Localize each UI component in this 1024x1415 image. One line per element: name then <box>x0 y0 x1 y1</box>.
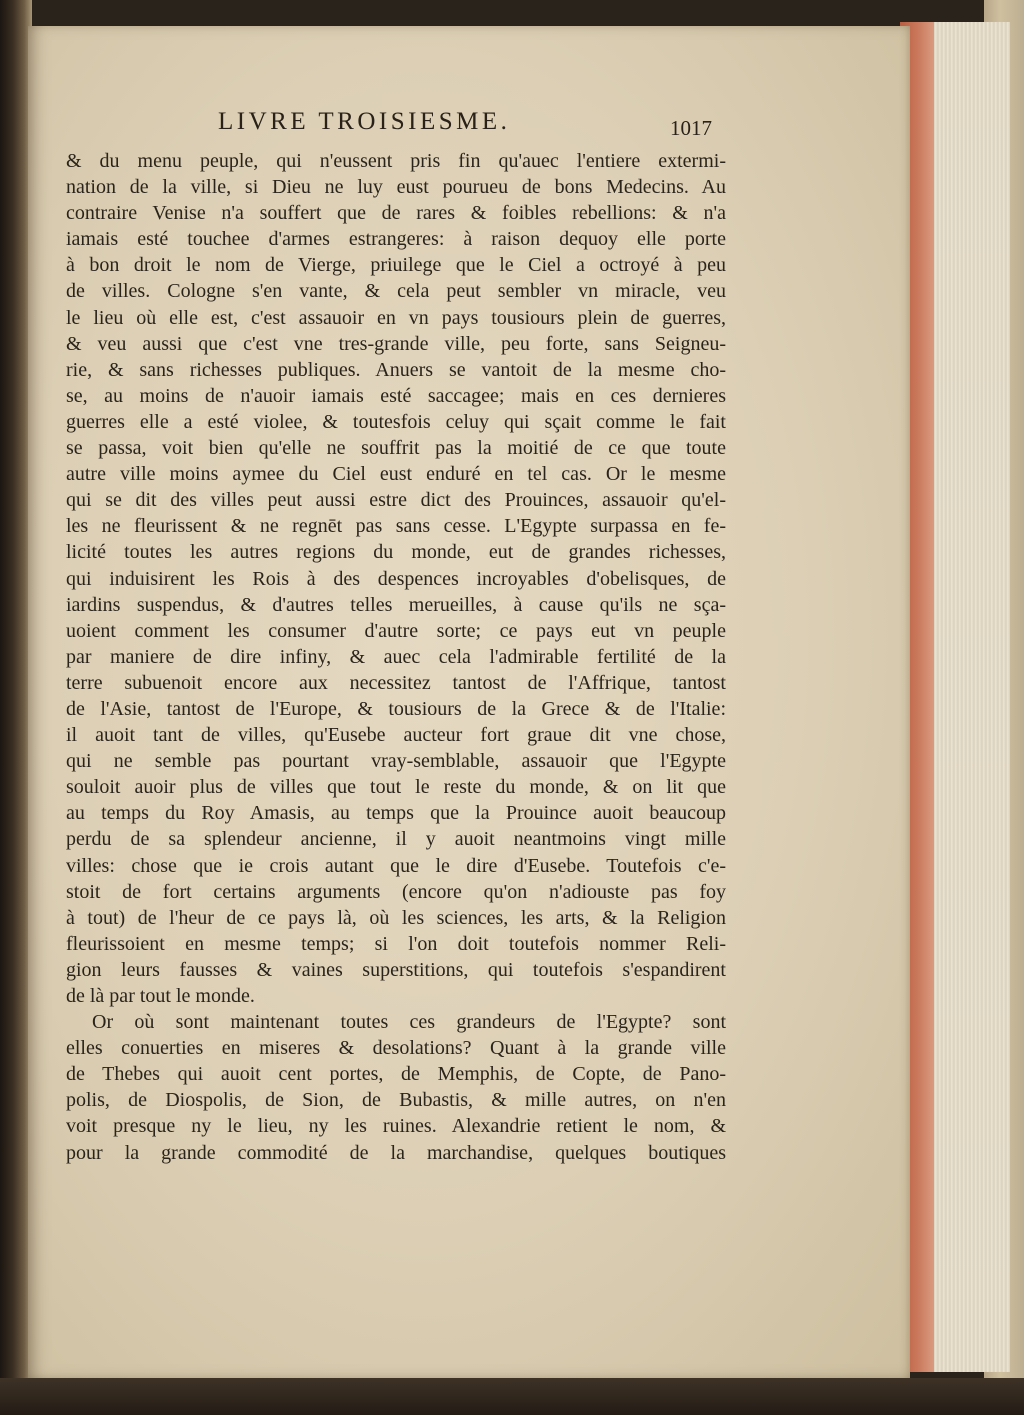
text-line: terre subuenoit encore aux necessitez tantost de l'Affrique, tantost <box>66 671 726 694</box>
text-line: rie, & sans richesses publiques. Anuers se vantoit de la mesme cho- <box>66 358 726 381</box>
text-line: qui induisirent les Rois à des despences incroyables d'obelisques, de <box>66 567 726 590</box>
running-head: LIVRE TROISIESME. <box>218 108 511 135</box>
text-line: guerres elle a esté violee, & toutesfois celuy qui sçait comme le fait <box>66 410 726 433</box>
text-line: le lieu où elle est, c'est assauoir en vn pays tousiours plein de guerres, <box>66 306 726 329</box>
text-line: se passa, voit bien qu'elle ne souffrit pas la moitié de ce que toute <box>66 437 726 460</box>
text-line: & du menu peuple, qui n'eussent pris fin qu'auec l'entiere extermi- <box>66 150 726 172</box>
text-line: gion leurs fausses & vaines superstitions, qui toutefois s'espandirent <box>66 958 726 981</box>
text-line: contraire Venise n'a souffert que de rares & foibles rebellions: & n'a <box>66 202 726 225</box>
text-line: autre ville moins aymee du Ciel eust enduré en tel cas. Or le mesme <box>66 463 726 486</box>
text-line: souloit auoir plus de villes que tout le reste du monde, & on lit que <box>66 776 726 799</box>
text-line: uoient comment les consumer d'autre sorte; ce pays eut vn peuple <box>66 619 726 642</box>
text-line: fleurissoient en mesme temps; si l'on doit toutefois nommer Reli- <box>66 932 726 955</box>
text-line: iardins suspendus, & d'autres telles merueilles, à cause qu'ils ne sça- <box>66 593 726 616</box>
text-line: villes: chose que ie crois autant que le dire d'Eusebe. Toutefois c'e- <box>66 854 726 877</box>
text-line: perdu de sa splendeur ancienne, il y auoit neantmoins vingt mille <box>66 828 726 851</box>
text-line: nation de la ville, si Dieu ne luy eust pourueu de bons Medecins. Au <box>66 176 726 199</box>
text-line: & veu aussi que c'est vne tres-grande ville, peu forte, sans Seigneu- <box>66 332 726 355</box>
text-line: de villes. Cologne s'en vante, & cela peut sembler vn miracle, veu <box>66 280 726 303</box>
text-line: au temps du Roy Amasis, au temps que la Prouince auoit beaucoup <box>66 802 726 825</box>
text-line: à tout) de l'heur de ce pays là, où les sciences, les arts, & la Religion <box>66 906 726 929</box>
text-line: pour la grande commodité de la marchandise, quelques boutiques <box>66 1141 726 1164</box>
text-line: à bon droit le nom de Vierge, priuilege que le Ciel a octroyé à peu <box>66 254 726 277</box>
bottom-shadow <box>0 1378 1024 1415</box>
text-line: par maniere de dire infiny, & auec cela l'admirable fertilité de la <box>66 645 726 668</box>
text-line: de l'Asie, tantost de l'Europe, & tousiours de la Grece & de l'Italie: <box>66 697 726 720</box>
body-text <box>66 148 726 1166</box>
text-line: elles conuerties en miseres & desolations? Quant à la grande ville <box>66 1037 726 1060</box>
text-line: licité toutes les autres regions du monde, eut de grandes richesses, <box>66 541 726 564</box>
text-line: de Thebes qui auoit cent portes, de Memphis, de Copte, de Pano- <box>66 1063 726 1086</box>
text-line: qui se dit des villes peut aussi estre dict des Prouinces, assauoir qu'el- <box>66 489 726 512</box>
text-line: se, au moins de n'auoir iamais esté saccagee; mais en ces dernieres <box>66 384 726 407</box>
page-header <box>218 108 738 148</box>
text-line: les ne fleurissent & ne regnēt pas sans cesse. L'Egypte surpassa en fe- <box>66 515 726 538</box>
book-page <box>28 26 910 1378</box>
page-number: 1017 <box>670 116 712 140</box>
text-line: qui ne semble pas pourtant vray-semblable, assauoir que l'Egypte <box>66 750 726 773</box>
text-line: stoit de fort certains arguments (encore qu'on n'adiouste pas foy <box>66 880 726 903</box>
text-line: il auoit tant de villes, qu'Eusebe aucteur fort graue dit vne chose, <box>66 724 726 747</box>
text-line: polis, de Diospolis, de Sion, de Bubastis, & mille autres, on n'en <box>66 1089 726 1112</box>
text-line: voit presque ny le lieu, ny les ruines. Alexandrie retient le nom, & <box>66 1115 726 1138</box>
paragraph-end-line: de là par tout le monde. <box>66 985 255 1007</box>
text-line: iamais esté touchee d'armes estrangeres: à raison dequoy elle porte <box>66 228 726 251</box>
page-edges <box>900 22 1010 1372</box>
paragraph-start-line: Or où sont maintenant toutes ces grandeurs de l'Egypte? sont <box>92 1011 726 1034</box>
